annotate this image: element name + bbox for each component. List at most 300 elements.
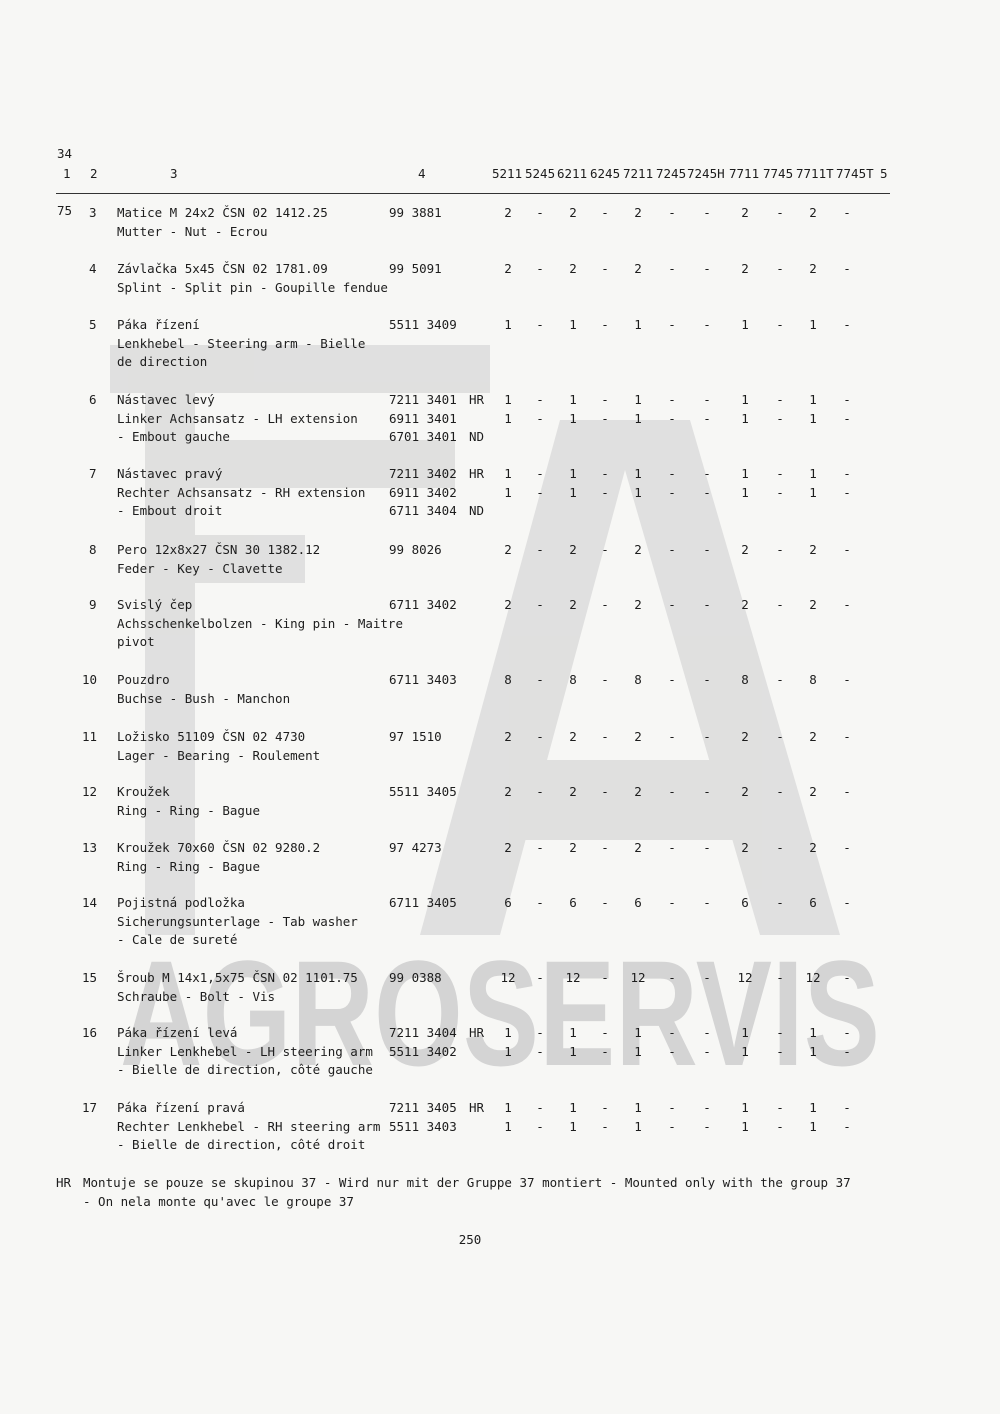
quantity-cell: 1 bbox=[569, 484, 577, 500]
position-number: 7 bbox=[89, 466, 97, 481]
quantity-cell: - bbox=[703, 1100, 711, 1115]
position-number: 12 bbox=[82, 784, 98, 799]
quantity-cell: - bbox=[668, 542, 676, 557]
quantity-cell: 2 bbox=[569, 542, 577, 557]
quantity-cell: - bbox=[601, 729, 609, 744]
position-number: 4 bbox=[89, 261, 97, 276]
quantity-cell: 2 bbox=[504, 261, 512, 276]
header-variant-5245: 5245 bbox=[525, 166, 556, 181]
part-description bbox=[117, 541, 320, 578]
quantity-cell: 1 bbox=[504, 392, 512, 407]
quantity-cell: - bbox=[601, 484, 609, 500]
quantity-cell: 2 bbox=[634, 784, 642, 799]
quantity-cell: - bbox=[601, 784, 609, 799]
footnote-mark: HR bbox=[56, 1175, 72, 1190]
header-variant-6245: 6245 bbox=[590, 166, 621, 181]
quantity-cell: - bbox=[843, 1043, 851, 1059]
quantity-cell: - bbox=[536, 895, 544, 910]
part-description bbox=[117, 969, 358, 1006]
quantity-cell: 2 bbox=[504, 542, 512, 557]
quantity-cell: - bbox=[776, 672, 784, 687]
quantity-cell: 1 bbox=[809, 410, 817, 426]
part-description bbox=[117, 596, 403, 652]
quantity-cell: - bbox=[601, 672, 609, 687]
part-number: 6711 3404 bbox=[389, 503, 457, 518]
quantity-cell: - bbox=[536, 410, 544, 426]
quantity-cell: 1 bbox=[569, 410, 577, 426]
quantity-cell: - bbox=[703, 261, 711, 276]
quantity-cell: 6 bbox=[504, 895, 512, 910]
description-line: Buchse - Bush - Manchon bbox=[117, 690, 291, 706]
quantity-cell: 1 bbox=[504, 466, 512, 481]
quantity-cell: 1 bbox=[569, 1118, 577, 1134]
quantity-cell: 1 bbox=[504, 410, 512, 426]
quantity-cell: 1 bbox=[569, 1025, 577, 1040]
part-number: 6711 3403 bbox=[389, 672, 457, 687]
header-variant-5211: 5211 bbox=[492, 166, 523, 181]
description-line: Páka řízení bbox=[117, 317, 200, 332]
description-line: Pojistná podložka bbox=[117, 895, 245, 910]
position-number: 9 bbox=[89, 597, 97, 612]
description-line: Linker Lenkhebel - LH steering arm bbox=[117, 1043, 373, 1059]
quantity-cell: - bbox=[703, 840, 711, 855]
position-number: 3 bbox=[89, 205, 97, 220]
description-line: Matice M 24x2 ČSN 02 1412.25 bbox=[117, 205, 328, 220]
header-variant-7745: 7745 bbox=[763, 166, 794, 181]
quantity-cell: - bbox=[703, 1025, 711, 1040]
quantity-cell: - bbox=[843, 597, 851, 612]
quantity-cell: 12 bbox=[737, 970, 753, 985]
quantity-cell: - bbox=[536, 466, 544, 481]
quantity-cell: - bbox=[843, 261, 851, 276]
quantity-cell: - bbox=[668, 410, 676, 426]
quantity-cell: 2 bbox=[809, 205, 817, 220]
description-line: Ring - Ring - Bague bbox=[117, 858, 260, 874]
header-col-4: 4 bbox=[418, 166, 426, 181]
quantity-cell: - bbox=[536, 484, 544, 500]
description-line: Kroužek 70x60 ČSN 02 9280.2 bbox=[117, 840, 321, 855]
quantity-cell: 2 bbox=[569, 784, 577, 799]
quantity-cell: 2 bbox=[504, 729, 512, 744]
quantity-cell: 2 bbox=[741, 261, 749, 276]
description-line: Schraube - Bolt - Vis bbox=[117, 988, 276, 1004]
page-number: 250 bbox=[458, 1232, 482, 1247]
assembly-note: HR bbox=[469, 392, 485, 407]
quantity-cell: 2 bbox=[809, 597, 817, 612]
quantity-cell: - bbox=[843, 1025, 851, 1040]
quantity-cell: 2 bbox=[634, 729, 642, 744]
description-line: Achsschenkelbolzen - King pin - Maitre bbox=[117, 615, 403, 631]
quantity-cell: 1 bbox=[569, 392, 577, 407]
quantity-cell: 2 bbox=[809, 729, 817, 744]
quantity-cell: - bbox=[843, 672, 851, 687]
quantity-cell: 1 bbox=[504, 1043, 512, 1059]
description-line: - Bielle de direction, côté droit bbox=[117, 1137, 366, 1152]
part-description bbox=[117, 783, 260, 820]
quantity-cell: - bbox=[843, 895, 851, 910]
part-number: 5511 3403 bbox=[389, 1118, 457, 1134]
quantity-cell: 2 bbox=[809, 261, 817, 276]
quantity-cell: 1 bbox=[741, 1100, 749, 1115]
part-number: 5511 3402 bbox=[389, 1043, 457, 1059]
part-description bbox=[117, 260, 388, 297]
header-col-5: 5 bbox=[880, 166, 888, 181]
description-line: Pero 12x8x27 ČSN 30 1382.12 bbox=[117, 542, 321, 557]
quantity-cell: - bbox=[703, 784, 711, 799]
part-number: 99 8026 bbox=[389, 542, 442, 557]
quantity-cell: - bbox=[536, 597, 544, 612]
quantity-cell: 2 bbox=[634, 840, 642, 855]
quantity-cell: 2 bbox=[741, 542, 749, 557]
quantity-cell: - bbox=[843, 410, 851, 426]
quantity-cell: - bbox=[668, 261, 676, 276]
quantity-cell: - bbox=[668, 317, 676, 332]
quantity-cell: - bbox=[668, 1100, 676, 1115]
part-number: 5511 3405 bbox=[389, 784, 457, 799]
quantity-cell: 2 bbox=[504, 784, 512, 799]
group-number: 75 bbox=[57, 203, 73, 218]
quantity-cell: 2 bbox=[741, 597, 749, 612]
position-number: 10 bbox=[82, 672, 98, 687]
part-number: 99 3881 bbox=[389, 205, 442, 220]
quantity-cell: - bbox=[601, 542, 609, 557]
quantity-cell: - bbox=[536, 970, 544, 985]
quantity-cell: 1 bbox=[569, 1100, 577, 1115]
assembly-note: ND bbox=[469, 429, 485, 444]
quantity-cell: 1 bbox=[741, 1025, 749, 1040]
quantity-cell: - bbox=[536, 729, 544, 744]
quantity-cell: 2 bbox=[504, 840, 512, 855]
quantity-cell: - bbox=[776, 205, 784, 220]
part-description bbox=[117, 391, 358, 447]
part-description bbox=[117, 894, 358, 950]
part-number: 97 1510 bbox=[389, 729, 442, 744]
quantity-cell: - bbox=[668, 484, 676, 500]
quantity-cell: 1 bbox=[809, 317, 817, 332]
quantity-cell: 1 bbox=[634, 1043, 642, 1059]
quantity-cell: - bbox=[776, 261, 784, 276]
quantity-cell: 2 bbox=[809, 542, 817, 557]
quantity-cell: - bbox=[536, 392, 544, 407]
page-reference: 34 bbox=[57, 146, 73, 161]
description-line: Kroužek bbox=[117, 784, 170, 799]
quantity-cell: - bbox=[703, 672, 711, 687]
quantity-cell: - bbox=[668, 784, 676, 799]
quantity-cell: 12 bbox=[500, 970, 516, 985]
quantity-cell: - bbox=[776, 1100, 784, 1115]
quantity-cell: 2 bbox=[634, 542, 642, 557]
quantity-cell: 6 bbox=[741, 895, 749, 910]
quantity-cell: - bbox=[843, 205, 851, 220]
quantity-cell: - bbox=[703, 466, 711, 481]
header-variant-7245: 7245 bbox=[656, 166, 687, 181]
quantity-cell: - bbox=[843, 317, 851, 332]
part-description bbox=[117, 465, 365, 521]
part-number: 6911 3402 bbox=[389, 484, 457, 500]
header-col-2: 2 bbox=[90, 166, 98, 181]
quantity-cell: - bbox=[776, 840, 784, 855]
quantity-cell: - bbox=[776, 542, 784, 557]
quantity-cell: - bbox=[601, 895, 609, 910]
quantity-cell: 2 bbox=[569, 597, 577, 612]
watermark-text: AGROSERVIS bbox=[120, 929, 880, 1097]
quantity-cell: 1 bbox=[634, 392, 642, 407]
quantity-cell: - bbox=[776, 1025, 784, 1040]
quantity-cell: - bbox=[601, 317, 609, 332]
quantity-cell: - bbox=[703, 970, 711, 985]
part-number: 6711 3402 bbox=[389, 597, 457, 612]
quantity-cell: - bbox=[703, 542, 711, 557]
quantity-cell: - bbox=[843, 466, 851, 481]
position-number: 15 bbox=[82, 970, 98, 985]
quantity-cell: - bbox=[843, 729, 851, 744]
quantity-cell: 12 bbox=[630, 970, 646, 985]
quantity-cell: 2 bbox=[809, 840, 817, 855]
part-description bbox=[117, 1099, 380, 1155]
part-number: 6911 3401 bbox=[389, 410, 457, 426]
part-description bbox=[117, 1024, 373, 1080]
quantity-cell: - bbox=[536, 1100, 544, 1115]
quantity-cell: 1 bbox=[634, 466, 642, 481]
quantity-cell: 1 bbox=[809, 1118, 817, 1134]
header-variant-7245H: 7245H bbox=[687, 166, 725, 181]
quantity-cell: - bbox=[776, 895, 784, 910]
quantity-cell: - bbox=[843, 392, 851, 407]
part-number: 5511 3409 bbox=[389, 317, 457, 332]
quantity-cell: 2 bbox=[809, 784, 817, 799]
quantity-cell: - bbox=[668, 895, 676, 910]
part-number: 99 5091 bbox=[389, 261, 442, 276]
description-line: Šroub M 14x1,5x75 ČSN 02 1101.75 bbox=[117, 970, 358, 985]
quantity-cell: - bbox=[601, 466, 609, 481]
quantity-cell: 2 bbox=[634, 597, 642, 612]
description-line: Nástavec pravý bbox=[117, 466, 223, 481]
quantity-cell: 2 bbox=[741, 840, 749, 855]
description-line: - Embout droit bbox=[117, 503, 223, 518]
quantity-cell: - bbox=[843, 840, 851, 855]
quantity-cell: - bbox=[703, 895, 711, 910]
quantity-cell: - bbox=[703, 729, 711, 744]
quantity-cell: - bbox=[703, 1118, 711, 1134]
description-line: - Cale de sureté bbox=[117, 932, 238, 947]
assembly-note: HR bbox=[469, 1100, 485, 1115]
header-variant-7711T: 7711T bbox=[796, 166, 834, 181]
quantity-cell: 1 bbox=[741, 484, 749, 500]
quantity-cell: 1 bbox=[634, 410, 642, 426]
quantity-cell: - bbox=[601, 597, 609, 612]
quantity-cell: 1 bbox=[809, 484, 817, 500]
quantity-cell: 1 bbox=[504, 1118, 512, 1134]
part-description bbox=[117, 204, 328, 241]
quantity-cell: 1 bbox=[634, 1025, 642, 1040]
header-variant-7211: 7211 bbox=[623, 166, 654, 181]
quantity-cell: - bbox=[601, 1118, 609, 1134]
quantity-cell: 1 bbox=[504, 317, 512, 332]
quantity-cell: 1 bbox=[504, 484, 512, 500]
quantity-cell: 8 bbox=[504, 672, 512, 687]
description-line: Ring - Ring - Bague bbox=[117, 802, 260, 818]
quantity-cell: 1 bbox=[504, 1025, 512, 1040]
quantity-cell: - bbox=[843, 970, 851, 985]
quantity-cell: 1 bbox=[634, 484, 642, 500]
quantity-cell: - bbox=[776, 597, 784, 612]
quantity-cell: 1 bbox=[569, 1043, 577, 1059]
quantity-cell: - bbox=[668, 970, 676, 985]
quantity-cell: 1 bbox=[741, 410, 749, 426]
quantity-cell: - bbox=[776, 317, 784, 332]
quantity-cell: - bbox=[536, 261, 544, 276]
header-variant-7711: 7711 bbox=[729, 166, 760, 181]
description-line: Feder - Key - Clavette bbox=[117, 560, 283, 576]
quantity-cell: - bbox=[668, 466, 676, 481]
quantity-cell: 2 bbox=[741, 205, 749, 220]
quantity-cell: 8 bbox=[569, 672, 577, 687]
assembly-note: HR bbox=[469, 466, 485, 481]
quantity-cell: - bbox=[703, 410, 711, 426]
quantity-cell: - bbox=[668, 672, 676, 687]
quantity-cell: - bbox=[668, 597, 676, 612]
quantity-cell: 2 bbox=[569, 261, 577, 276]
quantity-cell: - bbox=[601, 261, 609, 276]
header-rule bbox=[56, 193, 890, 194]
description-line: Nástavec levý bbox=[117, 392, 215, 407]
quantity-cell: - bbox=[536, 1118, 544, 1134]
quantity-cell: 2 bbox=[569, 205, 577, 220]
quantity-cell: - bbox=[776, 970, 784, 985]
position-number: 6 bbox=[89, 392, 97, 407]
quantity-cell: - bbox=[703, 1043, 711, 1059]
position-number: 11 bbox=[82, 729, 98, 744]
quantity-cell: - bbox=[668, 840, 676, 855]
quantity-cell: - bbox=[601, 1025, 609, 1040]
quantity-cell: - bbox=[843, 484, 851, 500]
description-line: Rechter Achsansatz - RH extension bbox=[117, 484, 366, 500]
quantity-cell: - bbox=[776, 784, 784, 799]
quantity-cell: - bbox=[843, 784, 851, 799]
quantity-cell: - bbox=[536, 784, 544, 799]
header-col-1: 1 bbox=[63, 166, 71, 181]
description-line: - Bielle de direction, côté gauche bbox=[117, 1062, 373, 1077]
quantity-cell: 1 bbox=[741, 392, 749, 407]
quantity-cell: 1 bbox=[741, 466, 749, 481]
description-line: Páka řízení pravá bbox=[117, 1100, 245, 1115]
quantity-cell: 1 bbox=[634, 1100, 642, 1115]
quantity-cell: - bbox=[843, 542, 851, 557]
quantity-cell: 1 bbox=[569, 317, 577, 332]
quantity-cell: - bbox=[776, 392, 784, 407]
quantity-cell: - bbox=[668, 392, 676, 407]
part-number: 6701 3401 bbox=[389, 429, 457, 444]
quantity-cell: - bbox=[668, 1025, 676, 1040]
part-description bbox=[117, 316, 365, 372]
part-number: 7211 3404 bbox=[389, 1025, 457, 1040]
quantity-cell: - bbox=[601, 205, 609, 220]
quantity-cell: 1 bbox=[741, 1118, 749, 1134]
part-number: 7211 3401 bbox=[389, 392, 457, 407]
quantity-cell: 6 bbox=[569, 895, 577, 910]
description-line: de direction bbox=[117, 354, 208, 369]
position-number: 17 bbox=[82, 1100, 98, 1115]
quantity-cell: - bbox=[668, 1118, 676, 1134]
assembly-note: ND bbox=[469, 503, 485, 518]
description-line: Lager - Bearing - Roulement bbox=[117, 747, 321, 763]
quantity-cell: 12 bbox=[565, 970, 581, 985]
description-line: Linker Achsansatz - LH extension bbox=[117, 410, 358, 426]
quantity-cell: 2 bbox=[569, 840, 577, 855]
description-line: Rechter Lenkhebel - RH steering arm bbox=[117, 1118, 381, 1134]
quantity-cell: 2 bbox=[504, 597, 512, 612]
quantity-cell: - bbox=[536, 672, 544, 687]
quantity-cell: - bbox=[776, 1118, 784, 1134]
position-number: 8 bbox=[89, 542, 97, 557]
quantity-cell: - bbox=[601, 1100, 609, 1115]
quantity-cell: 2 bbox=[634, 205, 642, 220]
description-line: Sicherungsunterlage - Tab washer bbox=[117, 913, 358, 929]
quantity-cell: - bbox=[668, 1043, 676, 1059]
quantity-cell: - bbox=[776, 466, 784, 481]
quantity-cell: 2 bbox=[569, 729, 577, 744]
quantity-cell: - bbox=[601, 1043, 609, 1059]
quantity-cell: 1 bbox=[634, 1118, 642, 1134]
quantity-cell: - bbox=[703, 205, 711, 220]
quantity-cell: - bbox=[601, 392, 609, 407]
description-line: Páka řízení levá bbox=[117, 1025, 238, 1040]
quantity-cell: 2 bbox=[634, 261, 642, 276]
quantity-cell: - bbox=[776, 1043, 784, 1059]
description-line: Pouzdro bbox=[117, 672, 170, 687]
position-number: 5 bbox=[89, 317, 97, 332]
description-line: pivot bbox=[117, 634, 155, 649]
part-description bbox=[117, 671, 290, 708]
position-number: 16 bbox=[82, 1025, 98, 1040]
quantity-cell: - bbox=[776, 410, 784, 426]
part-number: 7211 3402 bbox=[389, 466, 457, 481]
quantity-cell: - bbox=[668, 205, 676, 220]
quantity-cell: - bbox=[536, 1043, 544, 1059]
quantity-cell: 1 bbox=[741, 317, 749, 332]
quantity-cell: 1 bbox=[569, 466, 577, 481]
quantity-cell: 2 bbox=[504, 205, 512, 220]
quantity-cell: 1 bbox=[809, 466, 817, 481]
quantity-cell: 8 bbox=[634, 672, 642, 687]
quantity-cell: - bbox=[536, 840, 544, 855]
quantity-cell: 1 bbox=[741, 1043, 749, 1059]
quantity-cell: 2 bbox=[741, 784, 749, 799]
part-number: 97 4273 bbox=[389, 840, 442, 855]
part-description bbox=[117, 839, 320, 876]
quantity-cell: 1 bbox=[634, 317, 642, 332]
quantity-cell: 1 bbox=[504, 1100, 512, 1115]
header-col-3: 3 bbox=[170, 166, 178, 181]
description-line: Svislý čep bbox=[117, 597, 193, 612]
quantity-cell: - bbox=[668, 729, 676, 744]
description-line: Lenkhebel - Steering arm - Bielle bbox=[117, 335, 366, 351]
quantity-cell: - bbox=[843, 1118, 851, 1134]
quantity-cell: - bbox=[536, 205, 544, 220]
quantity-cell: 8 bbox=[809, 672, 817, 687]
quantity-cell: 1 bbox=[809, 1043, 817, 1059]
part-number: 7211 3405 bbox=[389, 1100, 457, 1115]
quantity-cell: - bbox=[536, 1025, 544, 1040]
footnote-line-2: - On nela monte qu'avec le groupe 37 bbox=[83, 1193, 354, 1209]
description-line: Ložisko 51109 ČSN 02 4730 bbox=[117, 729, 306, 744]
quantity-cell: - bbox=[776, 484, 784, 500]
quantity-cell: 2 bbox=[741, 729, 749, 744]
assembly-note: HR bbox=[469, 1025, 485, 1040]
quantity-cell: - bbox=[536, 542, 544, 557]
position-number: 14 bbox=[82, 895, 98, 910]
quantity-cell: - bbox=[601, 970, 609, 985]
